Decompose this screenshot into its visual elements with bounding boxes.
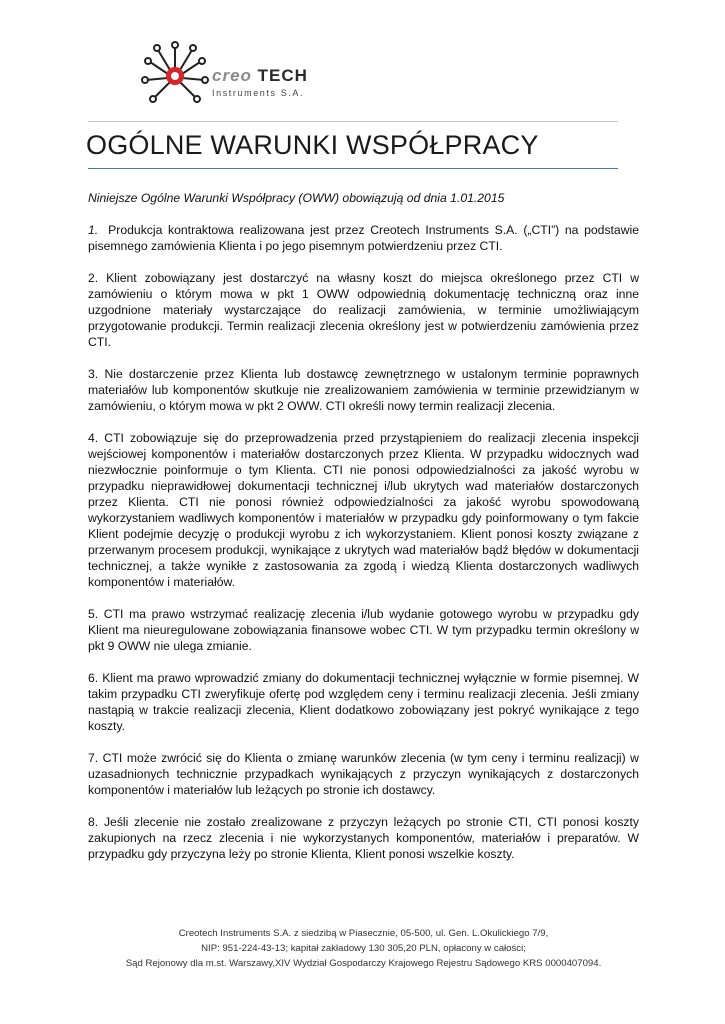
header-divider (88, 121, 618, 122)
clause-2: 2. Klient zobowiązany jest dostarczyć na własny koszt do miejsca określonego przez CTI w zamówieniu o którym mowa w pkt 1 OWW odpowiednią dokumentację techniczną oraz inne uzgodnione materiały wystarczające do realizacji zamówienia, w terminie umożliwiającym przygotowanie produkcji. Termin realizacji zlecenia określony jest w potwierdzeniu zamówienia przez CTI. (88, 271, 639, 349)
clause-8: 8. Jeśli zlecenie nie zostało zrealizowane z przyczyn leżących po stronie CTI, CTI ponosi koszty zakupionych na rzecz zlecenia i nie wykorzystanych komponentów, materiałów i preparatów. W przypadku gdy przyczyna leży po stronie Klienta, Klient ponosi wszelkie koszty. (88, 815, 639, 861)
circuit-logo-icon (140, 40, 210, 108)
logo-word-tech: TECH (257, 66, 308, 85)
clause-1-number: 1. (88, 223, 99, 237)
logo-subtitle: Instruments S.A. (212, 88, 305, 98)
intro-statement: Niniejsze Ogólne Warunki Współpracy (OWW) obowiązują od dnia 1.01.2015 (88, 191, 505, 205)
title-underline (88, 168, 618, 169)
logo-wordmark (212, 66, 308, 86)
clause-1 (88, 222, 639, 254)
company-logo (140, 40, 340, 108)
footer-line-tax: NIP: 951-224-43-13; kapitał zakładowy 130 305,20 PLN, opłacony w całości; (201, 943, 526, 954)
clause-3: 3. Nie dostarczenie przez Klienta lub dostawcę zewnętrznego w ustalonym terminie poprawnych materiałów lub komponentów skutkuje nie zrealizowaniem zamówienia w terminie przewidzianym w zamówieniu, o którym mowa w pkt 2 OWW. CTI określi nowy termin realizacji zlecenia. (88, 367, 639, 413)
clause-6: 6. Klient ma prawo wprowadzić zmiany do dokumentacji technicznej wyłącznie w formie pisemnej. W takim przypadku CTI zweryfikuje ofertę pod względem ceny i terminu realizacji zlecenia. Jeśli zmiany nastąpią w trakcie realizacji zlecenia, Klient dodatkowo zobowiązany jest pokryć wynikające z tego koszty. (88, 671, 639, 733)
clauses-body (88, 222, 639, 878)
page-title: OGÓLNE WARUNKI WSPÓŁPRACY (86, 130, 539, 160)
clause-5: 5. CTI ma prawo wstrzymać realizację zlecenia i/lub wydanie gotowego wyrobu w przypadku gdy Klient ma nieuregulowane zobowiązania finansowe wobec CTI. W tym przypadku termin określony w pkt 9 OWW nie ulega zmianie. (88, 607, 639, 653)
footer-line-address: Creotech Instruments S.A. z siedzibą w Piasecznie, 05-500, ul. Gen. L.Okulickiego 7/9, (178, 928, 549, 939)
company-footer (88, 926, 639, 971)
logo-word-creo: creo (212, 66, 252, 85)
clause-7: 7. CTI może zwrócić się do Klienta o zmianę warunków zlecenia (w tym ceny i terminu realizacji) w uzasadnionych technicznie przypadkach wynikających z przyczyn wynikających z dostarczonych komponentów i materiałów lub leżących po stronie ich dostawcy. (88, 751, 639, 797)
clause-1-text: Produkcja kontraktowa realizowana jest przez Creotech Instruments S.A. („CTI”) na podstawie pisemnego zamówienia Klienta i po jego pisemnym potwierdzeniu przez CTI. (88, 223, 639, 253)
footer-line-registry: Sąd Rejonowy dla m.st. Warszawy,XIV Wydział Gospodarczy Krajowego Rejestru Sądowego KRS 0000407094. (125, 958, 602, 969)
clause-4: 4. CTI zobowiązuje się do przeprowadzenia przed przystąpieniem do realizacji zlecenia inspekcji wejściowej komponentów i materiałów dostarczonych przez Klienta. W przypadku widocznych wad niezwłocznie poinformuje o tym Klienta. CTI nie ponosi odpowiedzialności za jakość wyrobu w przypadku nieprawidłowej dokumentacji technicznej i/lub ukrytych wad materiałów dostarczonych przez Klienta. CTI nie ponosi również odpowiedzialności za jakość wyrobu spowodowaną wykorzystaniem wadliwych komponentów i materiałów w przypadku gdy poinformowany o tym fakcie Klient podejmie decyzję o produkcji wyrobu z ich wykorzystaniem. Klient ponosi koszty związane z przerwanym procesem produkcji, wynikające z ukrytych wad materiałów bądź błędów w dokumentacji technicznej, a także wynikłe z zastosowania za zgodą i wiedzą Klienta dostarczonych wadliwych komponentów i materiałów. (88, 431, 639, 589)
